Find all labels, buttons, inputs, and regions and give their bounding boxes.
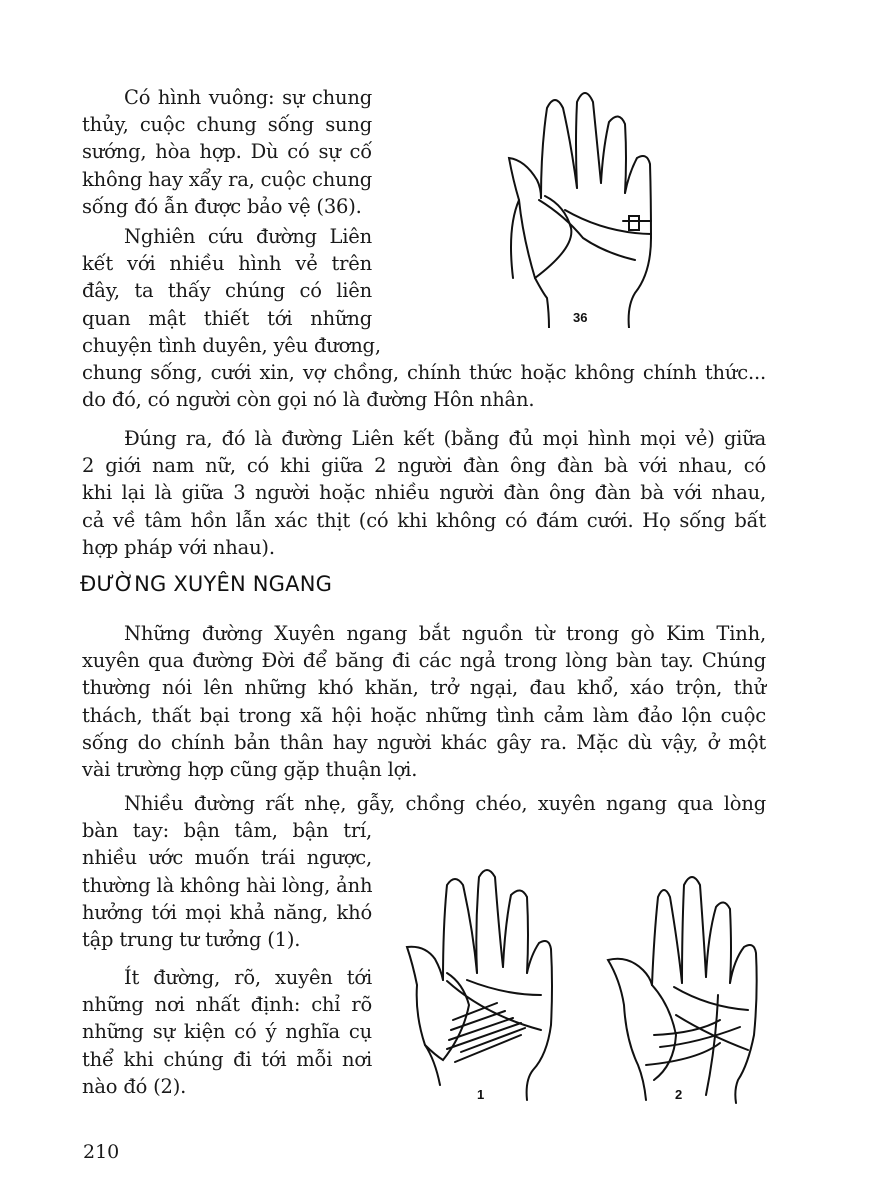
palm-illustration-icon [405,855,565,1105]
figure-36-palm [505,88,655,328]
figure-label: 1 [477,1087,485,1102]
text-line: chung sống, cưới xin, vợ chồng, chính thức hoặc không chính thức... [82,360,766,384]
text-line: Đúng ra, đó là đường Liên kết (bằng đủ mọi hình mọi vẻ) giữa [124,427,766,450]
paragraph-crossing-lines-intro [82,620,766,783]
text-line: thường nói lên những khó khăn, trở ngại, đau khổ, xáo trộn, thử [82,676,766,700]
text-line: thể khi chúng đi tới mỗi nơi [82,1047,372,1071]
figure-1-palm [405,855,565,1105]
text-line: hợp pháp với nhau). [82,535,275,559]
page-number: 210 [83,1141,120,1163]
figure-2-palm [598,855,768,1105]
palm-illustration-icon [598,855,768,1105]
text-line: do đó, có người còn gọi nó là đường Hôn nhân. [82,388,535,412]
text-line: không hay xẩy ra, cuộc chung [82,167,373,191]
text-line: những nơi nhất định: chỉ rõ [82,993,372,1017]
text-line: đây, ta thấy chúng có liên [82,279,372,303]
text-line: quan mật thiết tới những [82,306,372,330]
text-line: thường là không hài lòng, ảnh [82,873,373,897]
text-line: Có hình vuông: sự chung [124,86,372,109]
text-line: Nhiều đường rất nhẹ, gẫy, chồng chéo, xuyên ngang qua lòng [124,792,766,815]
text-line: bàn tay: bận tâm, bận trí, [82,819,372,843]
text-line: kết với nhiều hình vẻ trên [82,252,372,276]
text-line: Nghiên cứu đường Liên [124,225,372,248]
text-line: cả về tâm hồn lẫn xác thịt (có khi không có đám cưới. Họ sống bất [82,508,766,532]
figure-label: 36 [573,310,588,325]
text-line: sống do chính bản thân hay người khác gây ra. Mặc dù vậy, ở một [82,730,766,754]
paragraph-few-lines [82,964,372,1100]
text-line: 2 giới nam nữ, có khi giữa 2 người đàn ông đàn bà với nhau, có [82,454,766,478]
text-line: khi lại là giữa 3 người hoặc nhiều người đàn ông đàn bà với nhau, [82,481,766,505]
text-line: những sự kiện có ý nghĩa cụ [82,1020,372,1044]
text-line: Những đường Xuyên ngang bắt nguồn từ trong gò Kim Tinh, [124,622,766,645]
text-line: xuyên qua đường Đời để băng đi các ngả trong lòng bàn tay. Chúng [82,649,766,673]
text-line: thách, thất bại trong xã hội hoặc những tình cảm làm đảo lộn cuộc [82,703,766,727]
text-line: vài trường hợp cũng gặp thuận lợi. [82,757,418,781]
paragraph-square-sign [82,84,372,220]
text-line: nhiều ước muốn trái ngược, [82,846,372,870]
section-heading: ĐƯỜNG XUYÊN NGANG [80,572,333,596]
text-line: sướng, hòa hợp. Dù có sự cố [82,140,372,164]
paragraph-union-definition [82,425,766,561]
figure-label: 2 [675,1087,683,1102]
text-line: tập trung tư tưởng (1). [82,927,301,951]
text-line: Ít đường, rõ, xuyên tới [124,966,372,989]
text-line: chuyện tình duyên, yêu đương, [82,333,381,357]
text-line: hưởng tới mọi khả năng, khó [82,900,372,924]
text-line: thủy, cuộc chung sống sung [82,113,372,137]
palm-illustration-icon [505,88,655,328]
text-line: nào đó (2). [82,1074,187,1098]
text-line: sống đó ẫn được bảo vệ (36). [82,194,362,218]
